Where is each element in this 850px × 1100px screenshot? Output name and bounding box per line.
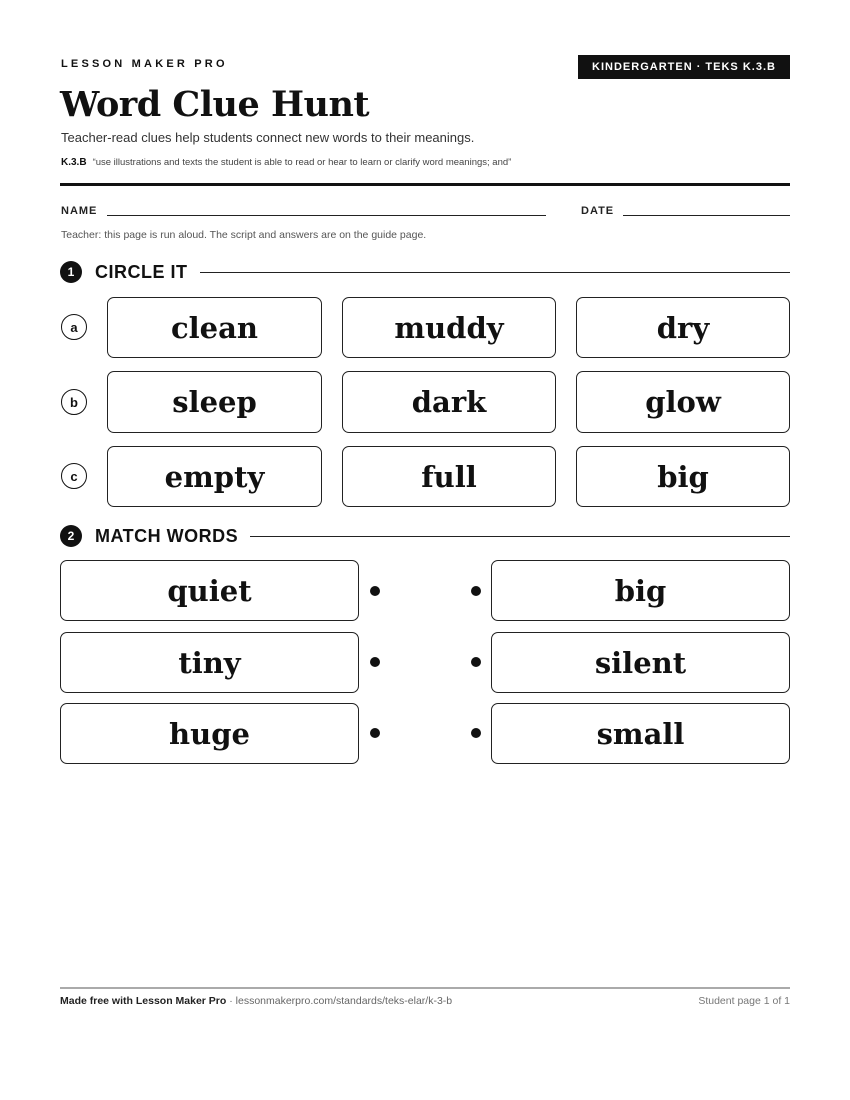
page-title: Word Clue Hunt bbox=[60, 84, 370, 125]
standard-text: “use illustrations and texts the student is able to read or hear to learn or clarify word meanings; and” bbox=[92, 157, 512, 168]
match-dot-right[interactable] bbox=[471, 657, 481, 667]
word-choice[interactable]: sleep bbox=[107, 371, 322, 433]
footer-credit bbox=[60, 995, 452, 1007]
row-letter-b: b bbox=[61, 389, 87, 415]
match-dot-right[interactable] bbox=[471, 728, 481, 738]
match-right-word[interactable]: silent bbox=[491, 632, 790, 693]
name-field[interactable] bbox=[107, 215, 546, 216]
footer-url[interactable]: · lessonmakerpro.com/standards/teks-elar/k-3-b bbox=[226, 995, 453, 1007]
standard-code: K.3.B bbox=[61, 157, 87, 168]
match-right-word[interactable]: big bbox=[491, 560, 790, 621]
word-choice[interactable]: dry bbox=[576, 297, 790, 358]
footer-page-number: Student page 1 of 1 bbox=[698, 995, 790, 1007]
standard-line bbox=[61, 157, 511, 168]
match-left-word[interactable]: huge bbox=[60, 703, 359, 764]
word-choice[interactable]: empty bbox=[107, 446, 322, 507]
brand-name: LESSON MAKER PRO bbox=[61, 58, 228, 70]
section-rule bbox=[250, 536, 790, 537]
name-label: NAME bbox=[61, 205, 98, 217]
match-dot-left[interactable] bbox=[370, 728, 380, 738]
date-label: DATE bbox=[581, 205, 615, 217]
section-title: CIRCLE IT bbox=[95, 261, 188, 282]
section-circle-it-header bbox=[60, 261, 790, 283]
section-number: 1 bbox=[60, 261, 82, 283]
row-letter-a: a bbox=[61, 314, 87, 340]
match-right-word[interactable]: small bbox=[491, 703, 790, 764]
page-subtitle: Teacher-read clues help students connect new words to their meanings. bbox=[61, 130, 475, 145]
row-letter-c: c bbox=[61, 463, 87, 489]
footer-made-with: Made free with Lesson Maker Pro bbox=[60, 995, 227, 1007]
match-dot-right[interactable] bbox=[471, 586, 481, 596]
word-choice[interactable]: full bbox=[342, 446, 556, 507]
section-title: MATCH WORDS bbox=[95, 525, 239, 546]
word-choice[interactable]: big bbox=[576, 446, 790, 507]
footer-divider bbox=[60, 987, 790, 989]
match-left-word[interactable]: tiny bbox=[60, 632, 359, 693]
section-number: 2 bbox=[60, 525, 82, 547]
match-dot-left[interactable] bbox=[370, 586, 380, 596]
section-match-words-header bbox=[60, 525, 790, 547]
grade-badge: KINDERGARTEN · TEKS K.3.B bbox=[578, 55, 790, 79]
word-choice[interactable]: dark bbox=[342, 371, 556, 433]
header-divider bbox=[60, 183, 790, 186]
match-dot-left[interactable] bbox=[370, 657, 380, 667]
section-rule bbox=[200, 272, 791, 273]
word-choice[interactable]: glow bbox=[576, 371, 790, 433]
match-left-word[interactable]: quiet bbox=[60, 560, 359, 621]
word-choice[interactable]: muddy bbox=[342, 297, 556, 358]
date-field[interactable] bbox=[623, 215, 790, 216]
teacher-note: Teacher: this page is run aloud. The script and answers are on the guide page. bbox=[61, 229, 427, 241]
word-choice[interactable]: clean bbox=[107, 297, 322, 358]
